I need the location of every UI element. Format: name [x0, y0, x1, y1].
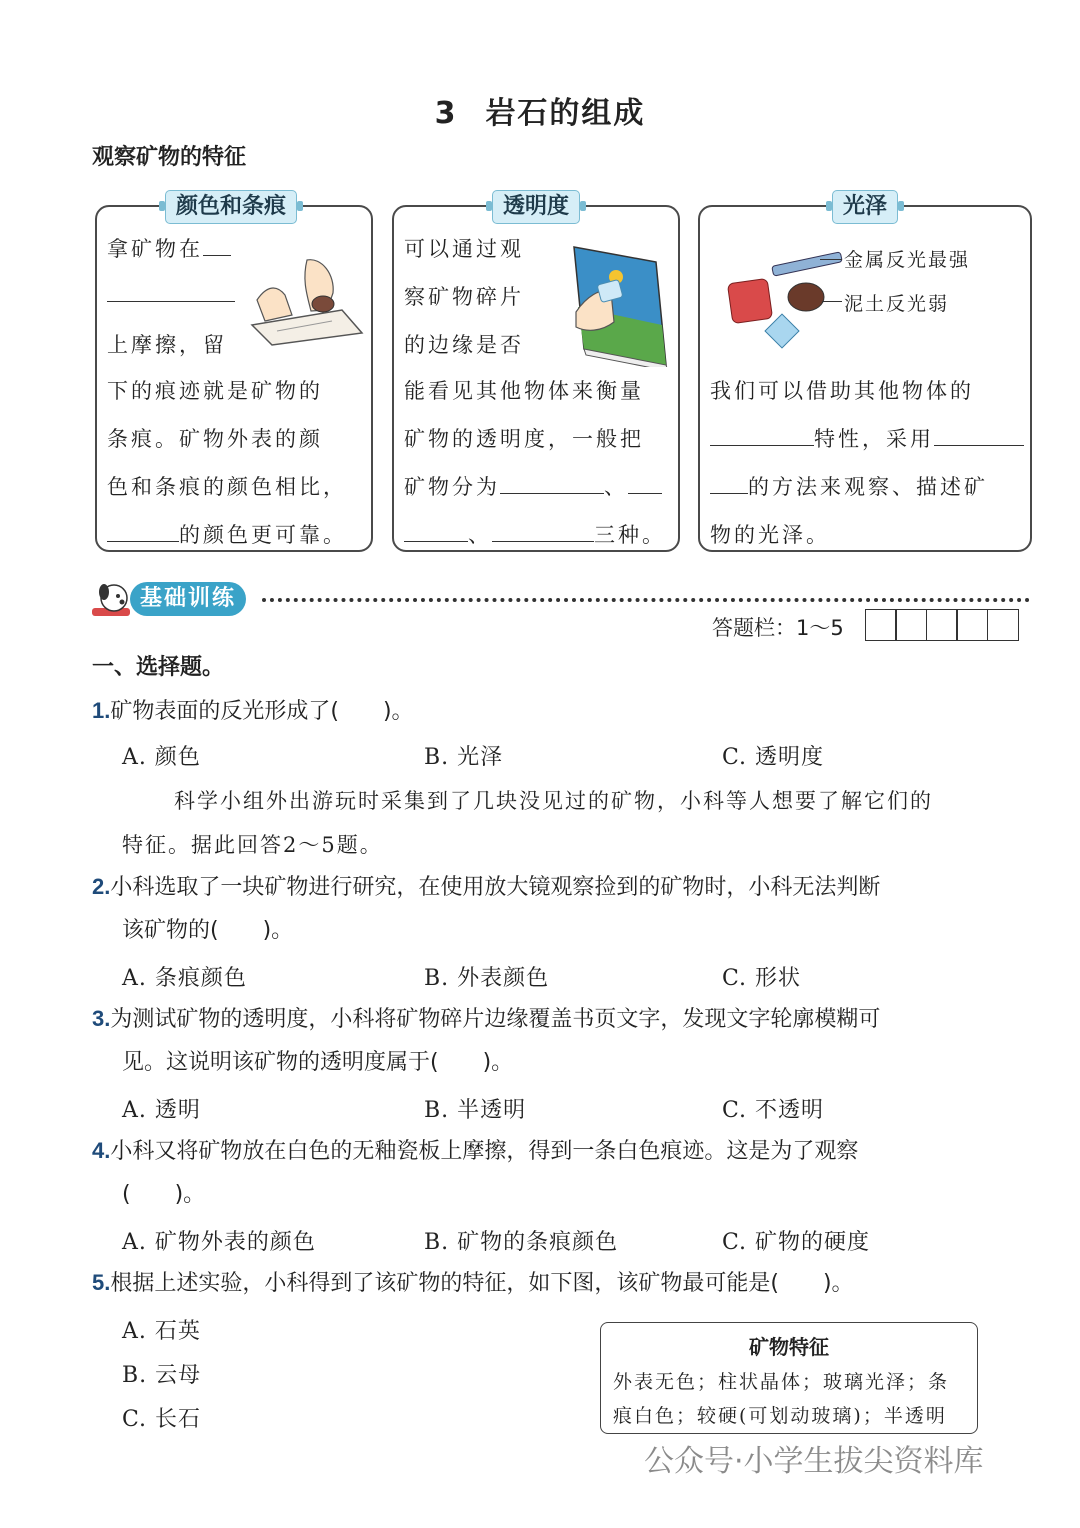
card-tag-transparency: 透明度 [492, 190, 580, 224]
card-transparency-line-1: 可以通过观 [404, 237, 524, 261]
pointer-line [820, 259, 842, 260]
card-color-line-4: 条痕。矿物外表的颜 [107, 427, 323, 451]
card-color-streak [95, 194, 373, 552]
mineral-features-box [600, 1322, 978, 1434]
q3-option-c[interactable]: C. 不透明 [722, 1098, 825, 1123]
card-color-line-1: 拿矿物在 [107, 233, 231, 263]
q4-option-a[interactable]: A. 矿物外表的颜色 [122, 1230, 316, 1255]
card-color-line-3: 下的痕迹就是矿物的 [107, 379, 323, 403]
answer-box[interactable] [987, 609, 1019, 641]
question-4-line-2: ( )。 [122, 1182, 206, 1207]
card-color-line-6: 的颜色更可靠。 [107, 519, 347, 549]
section-heading: 一、选择题。 [92, 655, 225, 680]
card-tag-color: 颜色和条痕 [165, 190, 297, 224]
answer-box[interactable] [865, 609, 897, 641]
card-transparency-line-5: 矿物的透明度，一般把 [404, 427, 644, 451]
question-2-line-2: 该矿物的( )。 [122, 918, 294, 943]
feature-box-line-1: 外表无色；柱状晶体；玻璃光泽；条 [613, 1371, 950, 1393]
q5-option-a[interactable]: A. 石英 [122, 1319, 201, 1344]
q4-option-b[interactable]: B. 矿物的条痕颜色 [424, 1230, 619, 1255]
luster-minerals-illustration [722, 245, 852, 353]
q3-option-a[interactable]: A. 透明 [122, 1098, 201, 1123]
scenario-intro-line-2: 特征。据此回答2～5题。 [122, 833, 383, 857]
card-luster-line-3: 的方法来观察、描述矿 [710, 471, 988, 501]
answer-bar-label: 答题栏：1～5 [712, 616, 844, 640]
q5-option-c[interactable]: C. 长石 [122, 1407, 202, 1432]
question-2: 2.小科选取了一块矿物进行研究，在使用放大镜观察捡到的矿物时，小科无法判断 [92, 874, 881, 900]
question-1: 1.矿物表面的反光形成了( )。 [92, 698, 414, 724]
q5-option-b[interactable]: B. 云母 [122, 1363, 202, 1388]
lesson-title: 岩石的组成 [485, 96, 646, 131]
label-metal-luster: 金属反光最强 [844, 249, 971, 271]
q2-option-a[interactable]: A. 条痕颜色 [122, 966, 247, 991]
card-transparency-line-3: 的边缘是否 [404, 333, 524, 357]
banner-label: 基础训练 [130, 582, 246, 616]
card-luster-line-1: 我们可以借助其他物体的 [710, 379, 974, 403]
card-transparency-line-4: 能看见其他物体来衡量 [404, 379, 644, 403]
q2-option-c[interactable]: C. 形状 [722, 966, 802, 991]
question-5: 5.根据上述实验，小科得到了该矿物的特征，如下图，该矿物最可能是( )。 [92, 1270, 854, 1296]
answer-blank[interactable] [107, 281, 235, 306]
lesson-number: 3 [434, 96, 458, 131]
card-luster-line-2: 特性，采用 [710, 423, 1024, 453]
q3-option-b[interactable]: B. 半透明 [424, 1098, 527, 1123]
answer-box[interactable] [895, 609, 927, 641]
card-color-line-2: 上摩擦，留 [107, 333, 227, 357]
card-color-line-5: 色和条痕的颜色相比， [107, 475, 347, 499]
q2-option-b[interactable]: B. 外表颜色 [424, 966, 550, 991]
q4-option-c[interactable]: C. 矿物的硬度 [722, 1230, 871, 1255]
feature-box-title: 矿物特征 [749, 1335, 829, 1359]
card-tag-luster: 光泽 [832, 190, 898, 224]
answer-boxes[interactable] [866, 609, 1019, 641]
question-4: 4.小科又将矿物放在白色的无釉瓷板上摩擦，得到一条白色痕迹。这是为了观察 [92, 1138, 859, 1164]
feature-box-line-2: 痕白色；较硬(可划动玻璃)；半透明 [613, 1405, 947, 1427]
book-mineral-illustration [556, 237, 674, 367]
card-transparency-line-2: 察矿物碎片 [404, 285, 524, 309]
page-title [0, 88, 1080, 132]
section-subtitle: 观察矿物的特征 [92, 145, 247, 170]
streak-plate-hand-illustration [247, 255, 367, 347]
card-transparency [392, 194, 680, 552]
card-transparency-line-6: 矿物分为 、 [404, 471, 662, 501]
q1-option-b[interactable]: B. 光泽 [424, 745, 504, 770]
answer-box[interactable] [926, 609, 958, 641]
pointer-line [822, 301, 842, 302]
answer-box[interactable] [956, 609, 988, 641]
card-luster [698, 194, 1032, 552]
scenario-intro-line-1: 科学小组外出游玩时采集到了几块没见过的矿物，小科等人想要了解它们的 [174, 789, 933, 813]
question-3: 3.为测试矿物的透明度，小科将矿物碎片边缘覆盖书页文字，发现文字轮廓模糊可 [92, 1006, 881, 1032]
card-transparency-line-7: 、 三种。 [404, 519, 666, 549]
dotted-divider [262, 598, 1030, 602]
label-earthy-luster: 泥土反光弱 [844, 293, 950, 315]
q1-option-c[interactable]: C. 透明度 [722, 745, 825, 770]
question-3-line-2: 见。这说明该矿物的透明度属于( )。 [122, 1050, 514, 1075]
q1-option-a[interactable]: A. 颜色 [122, 745, 201, 770]
card-luster-line-4: 物的光泽。 [710, 523, 830, 547]
watermark: 公众号·小学生拔尖资料库 [644, 1444, 984, 1479]
